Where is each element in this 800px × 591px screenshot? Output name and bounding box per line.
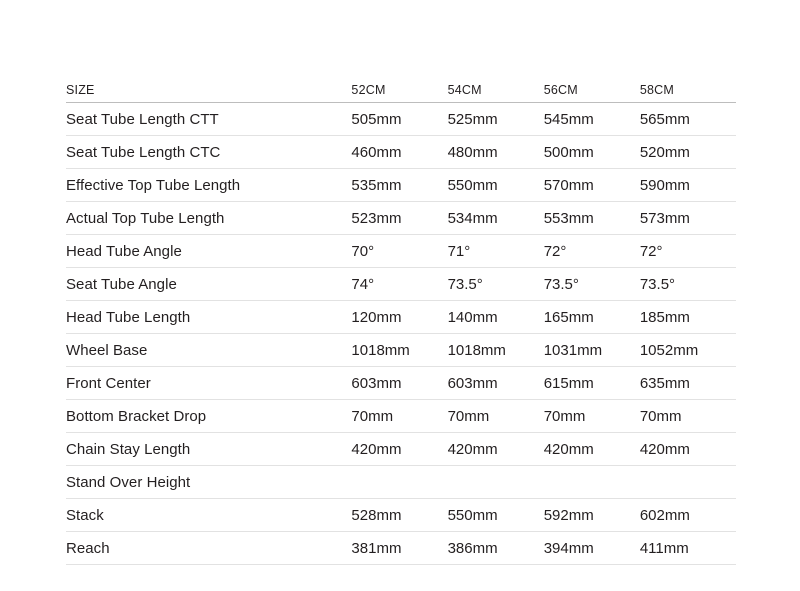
cell-value: 550mm — [448, 499, 544, 532]
table-row — [66, 103, 736, 136]
row-label: Stand Over Height — [66, 466, 351, 499]
cell-value: 603mm — [448, 367, 544, 400]
cell-value: 72° — [544, 235, 640, 268]
cell-value: 545mm — [544, 103, 640, 136]
column-header-58cm: 58CM — [640, 78, 736, 103]
geometry-table-container — [66, 78, 736, 565]
cell-value: 120mm — [351, 301, 447, 334]
cell-value: 411mm — [640, 532, 736, 565]
row-label: Seat Tube Length CTC — [66, 136, 351, 169]
row-label: Seat Tube Angle — [66, 268, 351, 301]
cell-value: 1052mm — [640, 334, 736, 367]
cell-value: 592mm — [544, 499, 640, 532]
cell-value: 420mm — [544, 433, 640, 466]
cell-value: 70° — [351, 235, 447, 268]
cell-value: 520mm — [640, 136, 736, 169]
cell-value: 185mm — [640, 301, 736, 334]
cell-value: 381mm — [351, 532, 447, 565]
row-label: Reach — [66, 532, 351, 565]
cell-value: 525mm — [448, 103, 544, 136]
cell-value: 602mm — [640, 499, 736, 532]
cell-value: 74° — [351, 268, 447, 301]
cell-value: 73.5° — [544, 268, 640, 301]
table-row — [66, 367, 736, 400]
row-label: Stack — [66, 499, 351, 532]
cell-value: 386mm — [448, 532, 544, 565]
cell-value: 420mm — [448, 433, 544, 466]
cell-value: 140mm — [448, 301, 544, 334]
cell-value — [448, 466, 544, 499]
cell-value: 165mm — [544, 301, 640, 334]
cell-value: 550mm — [448, 169, 544, 202]
row-label: Head Tube Length — [66, 301, 351, 334]
table-row — [66, 466, 736, 499]
cell-value: 72° — [640, 235, 736, 268]
cell-value: 71° — [448, 235, 544, 268]
geometry-table — [66, 78, 736, 565]
row-label: Head Tube Angle — [66, 235, 351, 268]
cell-value: 635mm — [640, 367, 736, 400]
column-header-56cm: 56CM — [544, 78, 640, 103]
table-row — [66, 202, 736, 235]
cell-value — [640, 466, 736, 499]
row-label: Actual Top Tube Length — [66, 202, 351, 235]
table-row — [66, 433, 736, 466]
cell-value: 73.5° — [640, 268, 736, 301]
cell-value: 420mm — [640, 433, 736, 466]
cell-value: 460mm — [351, 136, 447, 169]
table-row — [66, 301, 736, 334]
cell-value: 528mm — [351, 499, 447, 532]
table-row — [66, 499, 736, 532]
column-header-size: SIZE — [66, 78, 351, 103]
table-header — [66, 78, 736, 103]
cell-value: 1018mm — [351, 334, 447, 367]
cell-value: 590mm — [640, 169, 736, 202]
cell-value: 603mm — [351, 367, 447, 400]
cell-value: 573mm — [640, 202, 736, 235]
cell-value: 570mm — [544, 169, 640, 202]
cell-value: 523mm — [351, 202, 447, 235]
cell-value: 553mm — [544, 202, 640, 235]
cell-value — [544, 466, 640, 499]
row-label: Front Center — [66, 367, 351, 400]
cell-value: 480mm — [448, 136, 544, 169]
cell-value: 70mm — [351, 400, 447, 433]
table-body — [66, 103, 736, 565]
row-label: Chain Stay Length — [66, 433, 351, 466]
cell-value: 565mm — [640, 103, 736, 136]
row-label: Effective Top Tube Length — [66, 169, 351, 202]
cell-value: 1031mm — [544, 334, 640, 367]
row-label: Seat Tube Length CTT — [66, 103, 351, 136]
table-row — [66, 532, 736, 565]
cell-value: 70mm — [448, 400, 544, 433]
row-label: Bottom Bracket Drop — [66, 400, 351, 433]
cell-value: 1018mm — [448, 334, 544, 367]
cell-value: 534mm — [448, 202, 544, 235]
row-label: Wheel Base — [66, 334, 351, 367]
cell-value: 73.5° — [448, 268, 544, 301]
column-header-52cm: 52CM — [351, 78, 447, 103]
table-header-row — [66, 78, 736, 103]
table-row — [66, 136, 736, 169]
cell-value: 505mm — [351, 103, 447, 136]
cell-value: 535mm — [351, 169, 447, 202]
cell-value: 420mm — [351, 433, 447, 466]
cell-value — [351, 466, 447, 499]
column-header-54cm: 54CM — [448, 78, 544, 103]
table-row — [66, 169, 736, 202]
table-row — [66, 268, 736, 301]
cell-value: 394mm — [544, 532, 640, 565]
table-row — [66, 400, 736, 433]
cell-value: 500mm — [544, 136, 640, 169]
cell-value: 70mm — [640, 400, 736, 433]
cell-value: 615mm — [544, 367, 640, 400]
cell-value: 70mm — [544, 400, 640, 433]
table-row — [66, 235, 736, 268]
table-row — [66, 334, 736, 367]
